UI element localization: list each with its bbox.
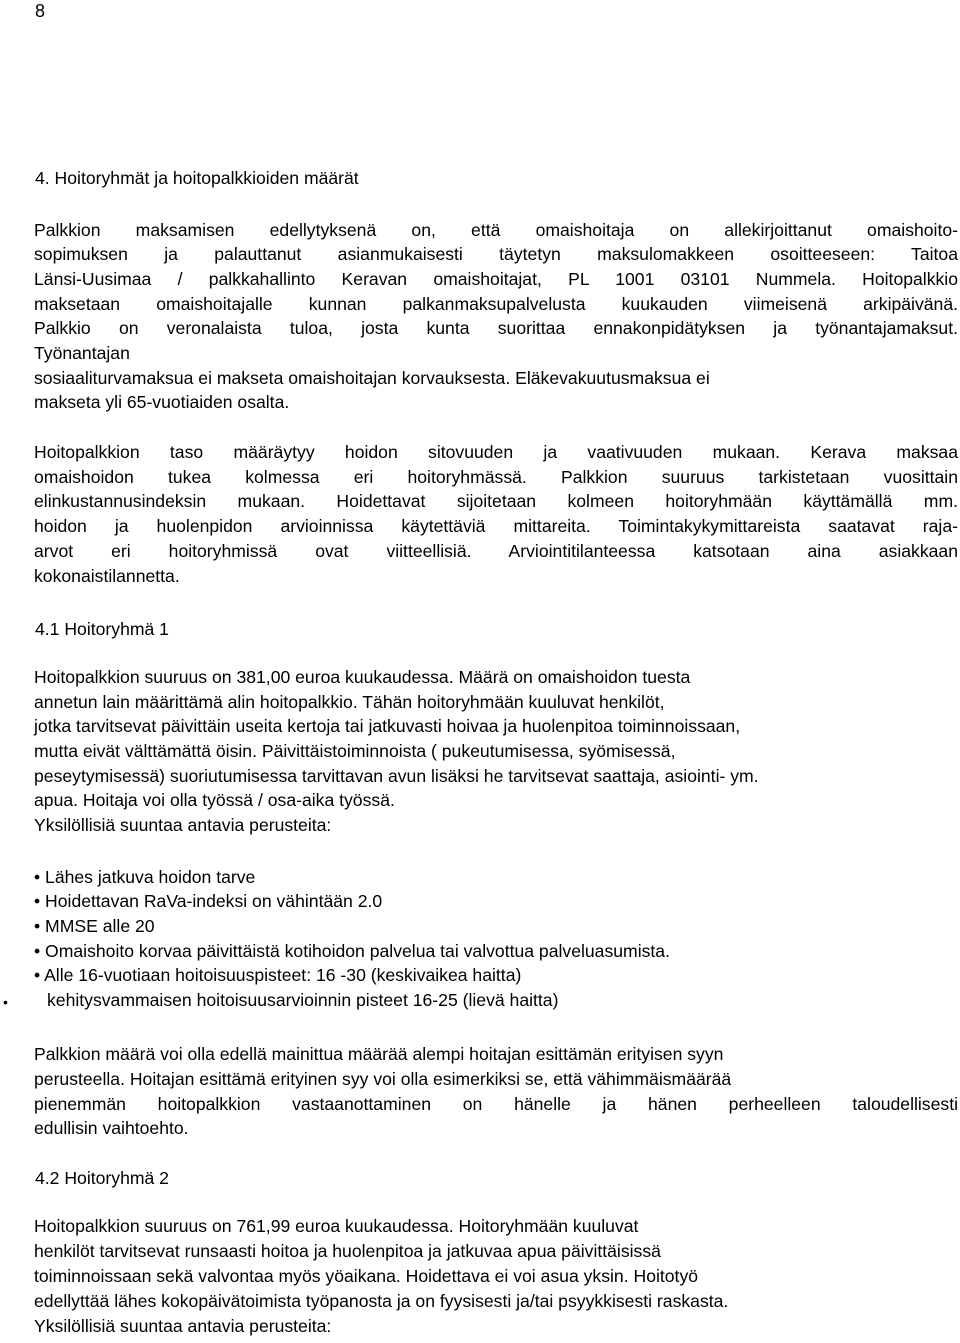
text-line: Palkkio on veronalaista tuloa, josta kunta suorittaa ennakonpidätyksen ja työnantajamaksut. xyxy=(34,318,958,338)
list-item: • Lähes jatkuva hoidon tarve xyxy=(34,867,256,887)
text-line: perusteella. Hoitajan esittämä erityinen syy voi olla esimerkiksi se, että vähimmäismäärää xyxy=(34,1069,732,1089)
list-item: kehitysvammaisen hoitoisuusarvioinnin pisteet 16-25 (lievä haitta) xyxy=(47,990,559,1010)
text-line: elinkustannusindeksin mukaan. Hoidettavat sijoitetaan kolmeen hoitoryhmään käyttämällä mm. xyxy=(34,491,958,511)
list-item: • Alle 16-vuotiaan hoitoisuuspisteet: 16 -30 (keskivaikea haitta) xyxy=(34,965,522,985)
text-line: makseta yli 65-vuotiaiden osalta. xyxy=(34,392,290,412)
text-line: Palkkion määrä voi olla edellä mainittua määrää alempi hoitajan esittämän erityisen syyn xyxy=(34,1044,724,1064)
list-item: • MMSE alle 20 xyxy=(34,916,155,936)
text-line: omaishoidon tukea kolmessa eri hoitoryhmässä. Palkkion suuruus tarkistetaan vuosittain xyxy=(34,467,958,487)
text-line: edullisin vaihtoehto. xyxy=(34,1118,189,1138)
text-line: edellyttää lähes kokopäivätoimista työpanosta ja on fyysisesti ja/tai psyykkisesti raskasta. xyxy=(34,1291,729,1311)
text-line: sopimuksen ja palauttanut asianmukaisesti täytetyn maksulomakkeen osoitteeseen: Taitoa xyxy=(34,244,958,264)
text-line: henkilöt tarvitsevat runsaasti hoitoa ja huolenpitoa ja jatkuvaa apua päivittäisissä xyxy=(34,1241,661,1261)
section-heading: 4. Hoitoryhmät ja hoitopalkkioiden määrät xyxy=(35,168,359,188)
text-line: kokonaistilannetta. xyxy=(34,566,180,586)
text-line: sosiaaliturvamaksua ei makseta omaishoitajan korvauksesta. Eläkevakuutusmaksua ei xyxy=(34,368,710,388)
list-item: • Omaishoito korvaa päivittäistä kotihoidon palvelua tai valvottua palveluasumista. xyxy=(34,941,670,961)
text-line: Yksilöllisiä suuntaa antavia perusteita: xyxy=(34,815,332,835)
text-line: mutta eivät välttämättä öisin. Päivittäistoiminnoista ( pukeutumisessa, syömisessä, xyxy=(34,741,676,761)
text-line: jotka tarvitsevat päivittäin useita kertoja tai jatkuvasti hoivaa ja huolenpitoa toiminnoissaan, xyxy=(34,716,741,736)
text-line: Palkkion maksamisen edellytyksenä on, että omaishoitaja on allekirjoittanut omaishoito- xyxy=(34,220,958,240)
text-line: Länsi-Uusimaa / palkkahallinto Keravan omaishoitajat, PL 1001 03101 Nummela. Hoitopalkkio xyxy=(34,269,958,289)
text-line: arvot eri hoitoryhmissä ovat viitteellisiä. Arviointitilanteessa katsotaan aina asiakkaan xyxy=(34,541,958,561)
text-line: peseytymisessä) suoriutumisessa tarvittavan avun lisäksi he tarvitsevat saattaja, asiointi- ym. xyxy=(34,766,759,786)
text-line: apua. Hoitaja voi olla työssä / osa-aika työssä. xyxy=(34,790,395,810)
text-line: Hoitopalkkion suuruus on 761,99 euroa kuukaudessa. Hoitoryhmään kuuluvat xyxy=(34,1216,639,1236)
text-line: annetun lain määrittämä alin hoitopalkkio. Tähän hoitoryhmään kuuluvat henkilöt, xyxy=(34,692,665,712)
text-line: Hoitopalkkion suuruus on 381,00 euroa kuukaudessa. Määrä on omaishoidon tuesta xyxy=(34,667,691,687)
text-line: maksetaan omaishoitajalle kunnan palkanmaksupalvelusta kuukauden viimeisenä arkipäivänä. xyxy=(34,294,958,314)
list-item: • Hoidettavan RaVa-indeksi on vähintään 2.0 xyxy=(34,891,383,911)
text-line: Hoitopalkkion taso määräytyy hoidon sitovuuden ja vaativuuden mukaan. Kerava maksaa xyxy=(34,442,958,462)
text-line: hoidon ja huolenpidon arvioinnissa käytettäviä mittareita. Toimintakykymittareista saatavat raja- xyxy=(34,516,958,536)
subsection-heading-2: 4.2 Hoitoryhmä 2 xyxy=(35,1168,169,1188)
text-line: Työnantajan xyxy=(34,343,130,363)
text-line: pienemmän hoitopalkkion vastaanottaminen on hänelle ja hänen perheelleen taloudellisesti xyxy=(34,1094,958,1114)
page-number: 8 xyxy=(35,1,46,21)
text-line: Yksilöllisiä suuntaa antavia perusteita: xyxy=(34,1316,332,1336)
text-line: toiminnoissaan sekä valvontaa myös yöaikana. Hoidettava ei voi asua yksin. Hoitotyö xyxy=(34,1266,699,1286)
subsection-heading-1: 4.1 Hoitoryhmä 1 xyxy=(35,619,169,639)
list-bullet: • xyxy=(3,994,8,1010)
